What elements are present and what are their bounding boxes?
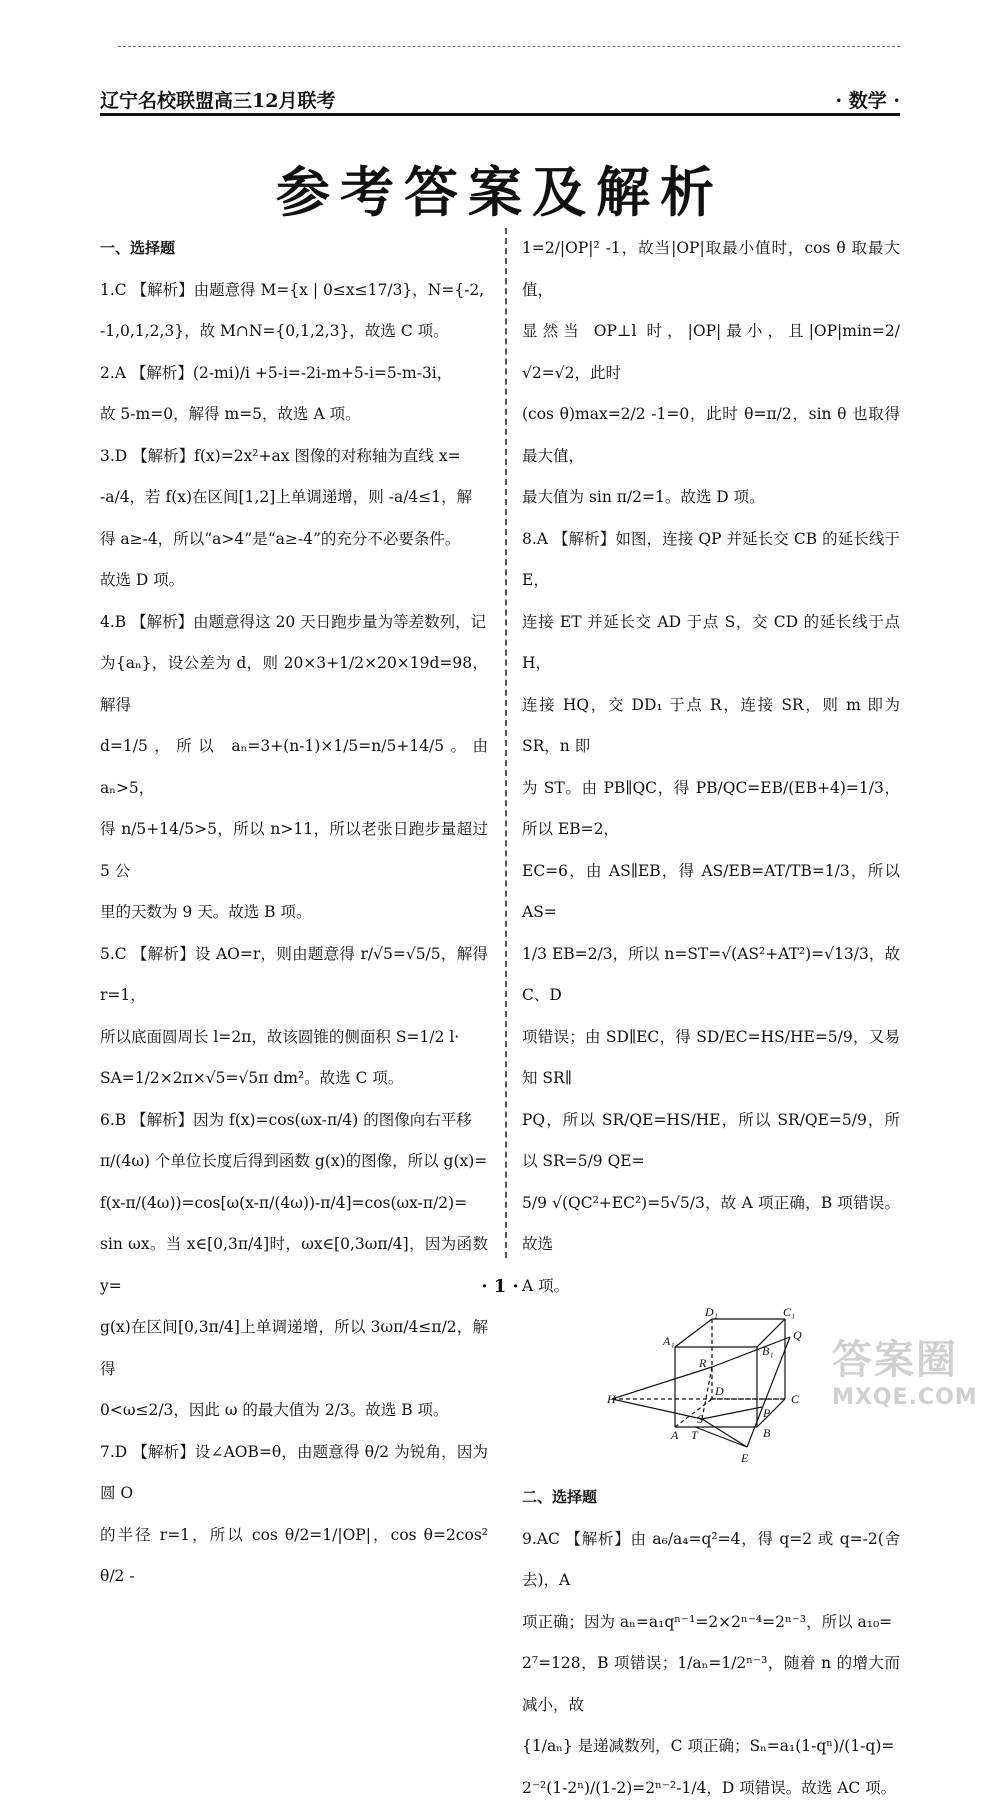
- label-B1: B₁: [762, 1344, 774, 1358]
- label-C: C: [791, 1392, 800, 1406]
- answer-line: d=1/5，所以 aₙ=3+(n-1)×1/5=n/5+14/5。由 aₙ>5，: [100, 726, 488, 809]
- answer-line: -a/4，若 f(x)在区间[1,2]上单调递增，则 -a/4≤1，解: [100, 477, 488, 519]
- answer-line: 里的天数为 9 天。故选 B 项。: [100, 892, 488, 934]
- left-answers: [100, 270, 488, 1598]
- answer-line: 5.C 【解析】设 AO=r，则由题意得 r/√5=√5/5，解得 r=1，: [100, 934, 488, 1017]
- answer-line: 显然当 OP⊥l 时，|OP|最小，且|OP|min=2/√2=√2，此时: [522, 311, 900, 394]
- watermark-url: MXQE.COM: [832, 1385, 982, 1410]
- answer-line: PQ，所以 SR/QE=HS/HE，所以 SR/QE=5/9，所以 SR=5/9 QE=: [522, 1100, 900, 1183]
- label-R: R: [698, 1356, 707, 1370]
- answer-line: 项错误；由 SD∥EC，得 SD/EC=HS/HE=5/9，又易知 SR∥: [522, 1017, 900, 1100]
- answer-line: 9.AC 【解析】由 a₆/a₄=q²=4，得 q=2 或 q=-2(舍去)，A: [522, 1519, 900, 1602]
- answer-line: 6.B 【解析】因为 f(x)=cos(ωx-π/4) 的图像向右平移: [100, 1100, 488, 1142]
- label-T: T: [691, 1428, 699, 1442]
- answer-line: 1.C 【解析】由题意得 M={x | 0≤x≤17/3}，N={-2,: [100, 270, 488, 312]
- answer-line: 2.A 【解析】(2-mi)/i +5-i=-2i-m+5-i=5-m-3i，: [100, 353, 488, 395]
- label-S: S: [697, 1412, 703, 1426]
- answer-line: π/(4ω) 个单位长度后得到函数 g(x)的图像，所以 g(x)=: [100, 1141, 488, 1183]
- header-top-dashed-line: [118, 46, 900, 47]
- page-header: [100, 86, 900, 110]
- left-column: [100, 228, 488, 1598]
- answer-line: 得 a≥-4，所以“a>4”是“a≥-4”的充分不必要条件。: [100, 519, 488, 561]
- answer-line: 的半径 r=1，所以 cos θ/2=1/|OP|，cos θ=2cos² θ/2 -: [100, 1515, 488, 1598]
- label-E: E: [740, 1451, 749, 1465]
- page-title: 参考答案及解析: [0, 150, 1000, 227]
- answer-line: 5/9 √(QC²+EC²)=5√5/3，故 A 项正确，B 项错误。故选: [522, 1183, 900, 1266]
- answer-line: 1/3 EB=2/3，所以 n=ST=√(AS²+AT²)=√13/3，故 C、D: [522, 934, 900, 1017]
- label-H: H: [607, 1392, 617, 1406]
- answer-line: f(x-π/(4ω))=cos[ω(x-π/(4ω))-π/4]=cos(ωx-π/2)=: [100, 1183, 488, 1225]
- answer-line: 项正确；因为 aₙ=a₁qⁿ⁻¹=2×2ⁿ⁻⁴=2ⁿ⁻³，所以 a₁₀=: [522, 1602, 900, 1644]
- answer-line: 8.A 【解析】如图，连接 QP 并延长交 CB 的延长线于 E，: [522, 519, 900, 602]
- right-column: [522, 228, 900, 1809]
- answer-line: 1=2/|OP|² -1，故当|OP|取最小值时，cos θ 取最大值，: [522, 228, 900, 311]
- answer-line: 故选 D 项。: [100, 560, 488, 602]
- subject-label: · 数学 ·: [836, 86, 900, 113]
- column-divider: [505, 228, 507, 1258]
- section-heading-choice-2: 二、选择题: [522, 1477, 900, 1519]
- header-rule: [100, 113, 900, 116]
- answer-line: 2⁻²(1-2ⁿ)/(1-2)=2ⁿ⁻²-1/4，D 项错误。故选 AC 项。: [522, 1768, 900, 1809]
- page-number: · 1 ·: [0, 1276, 1000, 1297]
- label-C1: C₁: [783, 1307, 795, 1319]
- answer-line: SA=1/2×2π×√5=√5π dm²。故选 C 项。: [100, 1058, 488, 1100]
- answer-line: 为{aₙ}，设公差为 d，则 20×3+1/2×20×19d=98，解得: [100, 643, 488, 726]
- answer-line: 7.D 【解析】设∠AOB=θ，由题意得 θ/2 为锐角，因为圆 O: [100, 1432, 488, 1515]
- cube-diagram: [607, 1307, 837, 1472]
- answer-line: -1,0,1,2,3}，故 M∩N={0,1,2,3}，故选 C 项。: [100, 311, 488, 353]
- answer-line: sin ωx。当 x∈[0,3π/4]时，ωx∈[0,3ωπ/4]，因为函数 y=: [100, 1224, 488, 1307]
- label-A: A: [670, 1428, 679, 1442]
- exam-name: 辽宁名校联盟高三12月联考: [100, 86, 335, 113]
- section-heading-choice: 一、选择题: [100, 228, 488, 270]
- label-P: P: [762, 1406, 771, 1420]
- answer-line: A 项。: [522, 1266, 900, 1308]
- right-answers-top: [522, 228, 900, 1307]
- watermark: [832, 1328, 982, 1408]
- answer-line: 2⁷=128，B 项错误；1/aₙ=1/2ⁿ⁻³，随着 n 的增大而减小，故: [522, 1643, 900, 1726]
- answer-line: 连接 ET 并延长交 AD 于点 S，交 CD 的延长线于点 H，: [522, 602, 900, 685]
- answer-line: 得 n/5+14/5>5，所以 n>11，所以老张日跑步量超过 5 公: [100, 809, 488, 892]
- answer-line: 连接 HQ，交 DD₁ 于点 R，连接 SR，则 m 即为 SR，n 即: [522, 685, 900, 768]
- answer-line: g(x)在区间[0,3π/4]上单调递增，所以 3ωπ/4≤π/2，解得: [100, 1307, 488, 1390]
- answer-line: 最大值为 sin π/2=1。故选 D 项。: [522, 477, 900, 519]
- label-B: B: [763, 1426, 771, 1440]
- answer-line: 3.D 【解析】f(x)=2x²+ax 图像的对称轴为直线 x=: [100, 436, 488, 478]
- label-D1: D₁: [704, 1307, 718, 1319]
- label-A1: A₁: [662, 1334, 675, 1348]
- answer-line: 故 5-m=0，解得 m=5，故选 A 项。: [100, 394, 488, 436]
- answer-line: 4.B 【解析】由题意得这 20 天日跑步量为等差数列，记: [100, 602, 488, 644]
- answer-line: 为 ST。由 PB∥QC，得 PB/QC=EB/(EB+4)=1/3，所以 EB=2，: [522, 768, 900, 851]
- answer-line: EC=6，由 AS∥EB，得 AS/EB=AT/TB=1/3，所以 AS=: [522, 851, 900, 934]
- answer-line: (cos θ)max=2/2 -1=0，此时 θ=π/2，sin θ 也取得最大值，: [522, 394, 900, 477]
- watermark-logo-text: 答案圈: [832, 1328, 982, 1385]
- answer-line: 0<ω≤2/3，因此 ω 的最大值为 2/3。故选 B 项。: [100, 1390, 488, 1432]
- label-Q: Q: [793, 1328, 802, 1342]
- label-D: D: [714, 1384, 724, 1398]
- answer-line: 所以底面圆周长 l=2π，故该圆锥的侧面积 S=1/2 l·: [100, 1017, 488, 1059]
- answer-line: {1/aₙ} 是递减数列，C 项正确；Sₙ=a₁(1-qⁿ)/(1-q)=: [522, 1726, 900, 1768]
- right-answers-bottom: [522, 1519, 900, 1809]
